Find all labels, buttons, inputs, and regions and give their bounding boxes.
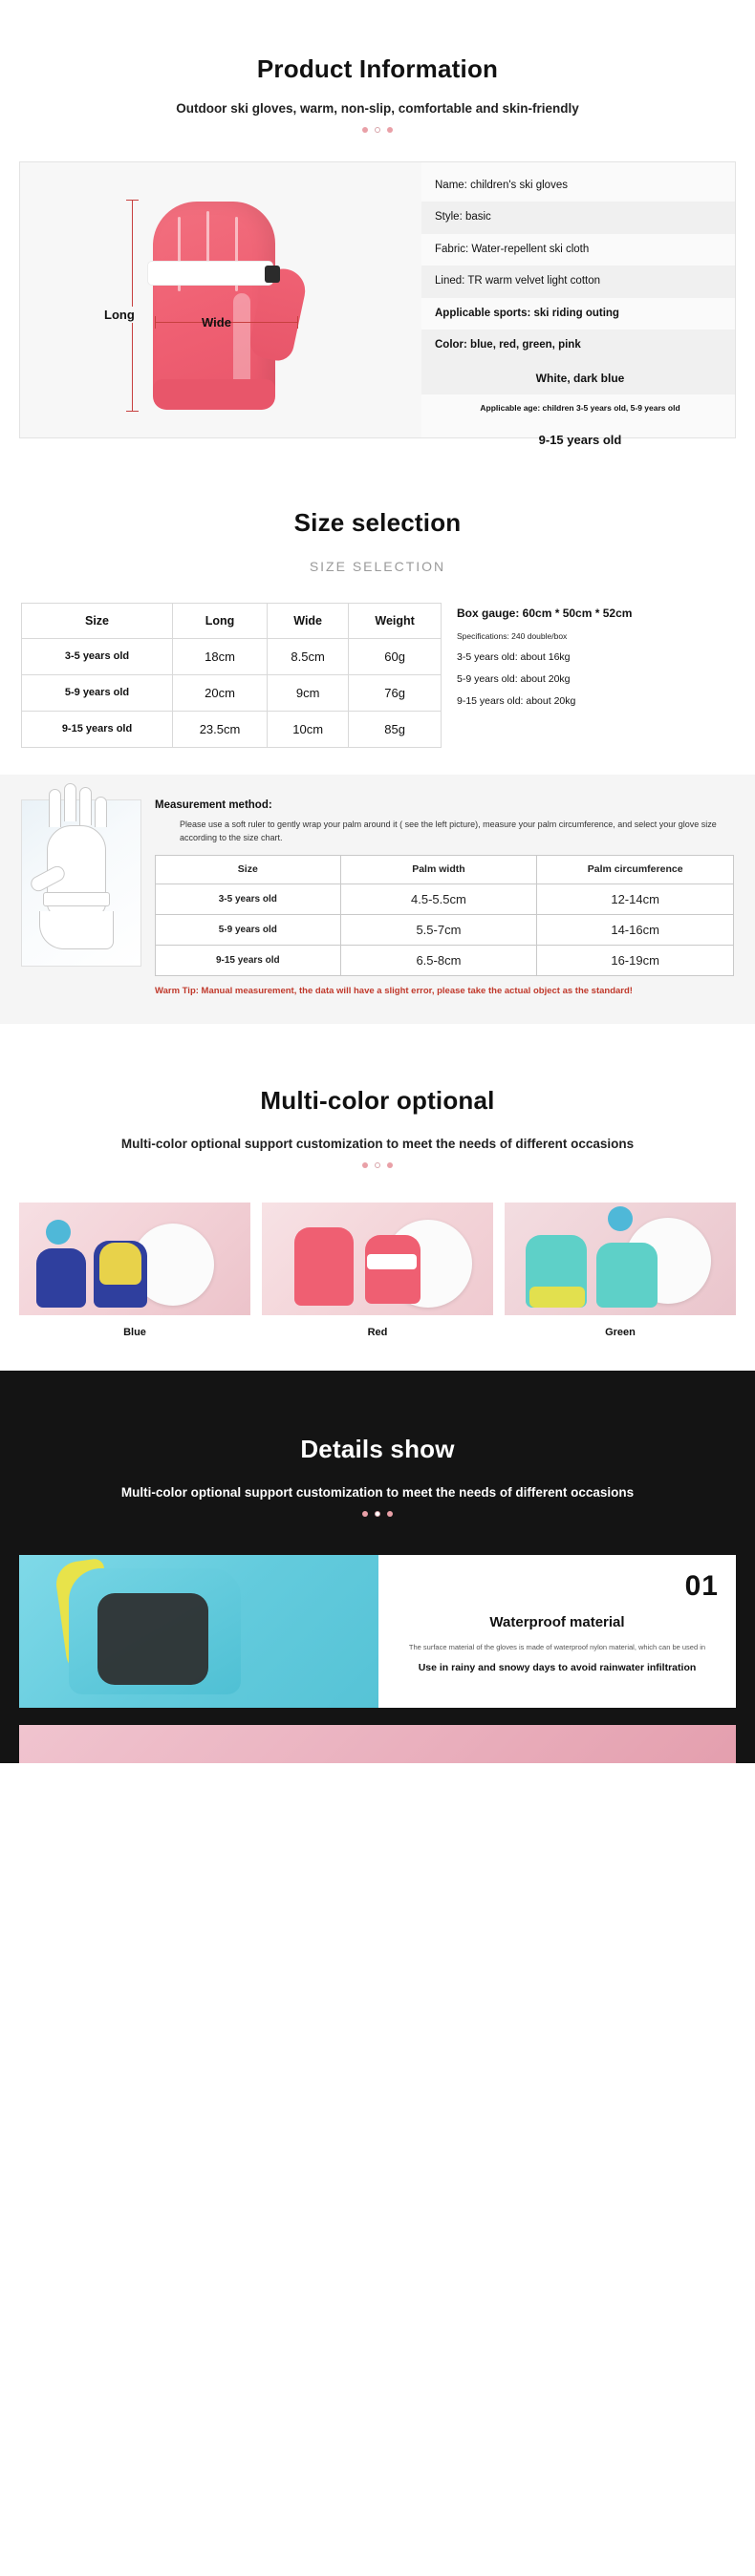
- weight-note-1: 3-5 years old: about 16kg: [457, 650, 571, 663]
- product-image-panel: [20, 162, 421, 437]
- length-label: Long: [101, 307, 138, 323]
- size-selection-content: [21, 603, 734, 748]
- size-selection-title: Size selection: [293, 508, 462, 538]
- multi-color-section: [0, 1024, 755, 1371]
- carousel-dot-1[interactable]: [362, 1162, 368, 1168]
- spec-row-color: Color: blue, red, green, pink: [421, 330, 735, 362]
- glove-thumbnail-green-accent: [529, 1287, 585, 1308]
- details-show-subtitle: Multi-color optional support customization to meet the needs of different occasions: [120, 1484, 635, 1500]
- palm-width-col-header: Palm width: [340, 855, 537, 884]
- palm-finger-3: [79, 787, 92, 825]
- palm-finger-4: [95, 797, 107, 827]
- measurement-method-description: Please use a soft ruler to gently wrap your palm around it ( see the left picture), measure your palm circumference, and select your glove size according to the size chart.: [180, 819, 717, 843]
- detail-text-waterproof: [378, 1555, 736, 1708]
- multi-color-subtitle: Multi-color optional support customization to meet the needs of different occasions: [120, 1136, 635, 1151]
- size-table: [21, 603, 442, 748]
- carousel-dots-2[interactable]: [0, 1162, 755, 1168]
- spec-row-style: Style: basic: [421, 202, 735, 234]
- measurement-section: [0, 775, 755, 1024]
- product-spec-list: [421, 162, 735, 447]
- spec-row-age-2: 9-15 years old: [538, 432, 622, 447]
- cell-size: 9-15 years old: [22, 711, 173, 747]
- cell-wide: 8.5cm: [268, 638, 349, 674]
- carousel-dots-3[interactable]: [0, 1511, 755, 1517]
- cell-palm-width: 5.5-7cm: [340, 915, 537, 946]
- multi-color-title: Multi-color optional: [260, 1086, 495, 1116]
- cell-wide: 9cm: [268, 674, 349, 711]
- carousel-dot-1[interactable]: [362, 1511, 368, 1517]
- size-selection-section: [0, 438, 755, 775]
- cell-size: 3-5 years old: [156, 884, 341, 915]
- measurement-content: [21, 799, 734, 999]
- table-row: [22, 638, 442, 674]
- carousel-dot-2[interactable]: [375, 1162, 380, 1168]
- specification-text: Specifications: 240 double/box: [457, 630, 568, 641]
- cell-palm-width: 6.5-8cm: [340, 946, 537, 976]
- table-row: [156, 884, 734, 915]
- spec-row-color-2: White, dark blue: [421, 362, 735, 394]
- cell-wide: 10cm: [268, 711, 349, 747]
- color-label-red: Red: [367, 1326, 388, 1338]
- color-variant-red[interactable]: [262, 1203, 493, 1338]
- size-notes: [457, 603, 632, 748]
- glove-thumbnail-red-left: [294, 1227, 354, 1306]
- spec-row-fabric: Fabric: Water-repellent ski cloth: [435, 243, 590, 255]
- color-variant-grid: [19, 1203, 736, 1338]
- glove-thumbnail-green-right: [596, 1243, 658, 1308]
- glove-cuff: [153, 379, 275, 410]
- long-col-header: Long: [173, 603, 268, 638]
- table-row: [156, 915, 734, 946]
- width-label: Wide: [202, 314, 231, 330]
- glove-thumbnail-red-right: [365, 1235, 421, 1304]
- measurement-text-area: [155, 799, 734, 999]
- detail-heading: Waterproof material: [489, 1613, 625, 1630]
- glove-wrist-strap: [147, 261, 273, 286]
- glove-palm-grip: [97, 1593, 208, 1685]
- palm-finger-1: [49, 789, 61, 827]
- product-subtitle: Outdoor ski gloves, warm, non-slip, comfortable and skin-friendly: [176, 100, 579, 116]
- hand-illustration: [21, 799, 141, 967]
- product-information-section: [0, 0, 755, 447]
- palm-measure-band: [43, 892, 110, 906]
- color-photo-green: [505, 1203, 736, 1315]
- detail-item-01: [19, 1555, 736, 1708]
- details-show-section: [0, 1371, 755, 1763]
- cell-size: 3-5 years old: [22, 638, 173, 674]
- product-info-card: [19, 161, 736, 447]
- detail-body-strong: Use in rainy and snowy days to avoid rainwater infiltration: [418, 1661, 697, 1673]
- cell-weight: 60g: [349, 638, 442, 674]
- next-detail-photo-preview: [19, 1725, 736, 1763]
- cell-long: 18cm: [173, 638, 268, 674]
- weight-note-3: 9-15 years old: about 20kg: [457, 694, 576, 707]
- carousel-dot-3[interactable]: [387, 1511, 393, 1517]
- table-header-row: [22, 603, 442, 638]
- carousel-dot-2[interactable]: [375, 127, 380, 133]
- page-title: Product Information: [256, 54, 499, 84]
- glove-thumbnail-blue-left: [36, 1248, 86, 1308]
- detail-photo-waterproof: [19, 1555, 378, 1708]
- cell-size: 9-15 years old: [156, 946, 341, 976]
- color-photo-red: [262, 1203, 493, 1315]
- spec-row-age: Applicable age: children 3-5 years old, 5-9 years old: [480, 403, 680, 414]
- glove-illustration: [104, 181, 331, 419]
- size-col-header: Size: [156, 855, 341, 884]
- spec-row-lined: Lined: TR warm velvet light cotton: [421, 266, 735, 298]
- cell-weight: 76g: [349, 674, 442, 711]
- palm-wrist: [39, 911, 114, 949]
- detail-number: 01: [684, 1569, 719, 1602]
- photo-prop-toy: [608, 1206, 633, 1231]
- cell-long: 23.5cm: [173, 711, 268, 747]
- spec-row-name: Name: children's ski gloves: [435, 179, 568, 191]
- palm-size-table: [155, 855, 734, 977]
- color-variant-green[interactable]: [505, 1203, 736, 1338]
- spec-row-sports: Applicable sports: ski riding outing: [435, 307, 619, 319]
- cell-size: 5-9 years old: [22, 674, 173, 711]
- carousel-dots[interactable]: [0, 127, 755, 133]
- warm-tip-text: Warm Tip: Manual measurement, the data will have a slight error, please take the actual object as the standard!: [155, 986, 633, 997]
- color-label-blue: Blue: [123, 1326, 146, 1338]
- length-measure-line: [132, 200, 133, 412]
- weight-col-header: Weight: [349, 603, 442, 638]
- color-variant-blue[interactable]: [19, 1203, 250, 1338]
- photo-prop-toy: [46, 1220, 71, 1245]
- table-row: [22, 674, 442, 711]
- cell-weight: 85g: [349, 711, 442, 747]
- cell-size: 5-9 years old: [156, 915, 341, 946]
- measurement-method-title: Measurement method:: [155, 798, 272, 811]
- table-row: [156, 946, 734, 976]
- size-selection-subtitle: SIZE SELECTION: [309, 558, 446, 574]
- detail-body: The surface material of the gloves is made of waterproof nylon material, which can be used in: [408, 1642, 706, 1651]
- carousel-dot-1[interactable]: [362, 127, 368, 133]
- glove-thumbnail-red-strap: [367, 1254, 417, 1269]
- cell-palm-width: 4.5-5.5cm: [340, 884, 537, 915]
- size-col-header: Size: [22, 603, 173, 638]
- carousel-dot-3[interactable]: [387, 1162, 393, 1168]
- table-row: [22, 711, 442, 747]
- cell-palm-circumference: 14-16cm: [537, 915, 734, 946]
- palm-circumference-col-header: Palm circumference: [537, 855, 734, 884]
- cell-palm-circumference: 12-14cm: [537, 884, 734, 915]
- carousel-dot-3[interactable]: [387, 127, 393, 133]
- cell-palm-circumference: 16-19cm: [537, 946, 734, 976]
- color-photo-blue: [19, 1203, 250, 1315]
- carousel-dot-2[interactable]: [375, 1511, 380, 1517]
- weight-note-2: 5-9 years old: about 20kg: [457, 672, 571, 685]
- color-label-green: Green: [605, 1326, 636, 1338]
- glove-thumbnail-blue-accent: [99, 1243, 141, 1285]
- table-header-row: [156, 855, 734, 884]
- box-gauge-text: Box gauge: 60cm * 50cm * 52cm: [457, 606, 633, 620]
- details-show-title: Details show: [300, 1435, 455, 1464]
- cell-long: 20cm: [173, 674, 268, 711]
- palm-finger-2: [64, 783, 76, 821]
- wide-col-header: Wide: [268, 603, 349, 638]
